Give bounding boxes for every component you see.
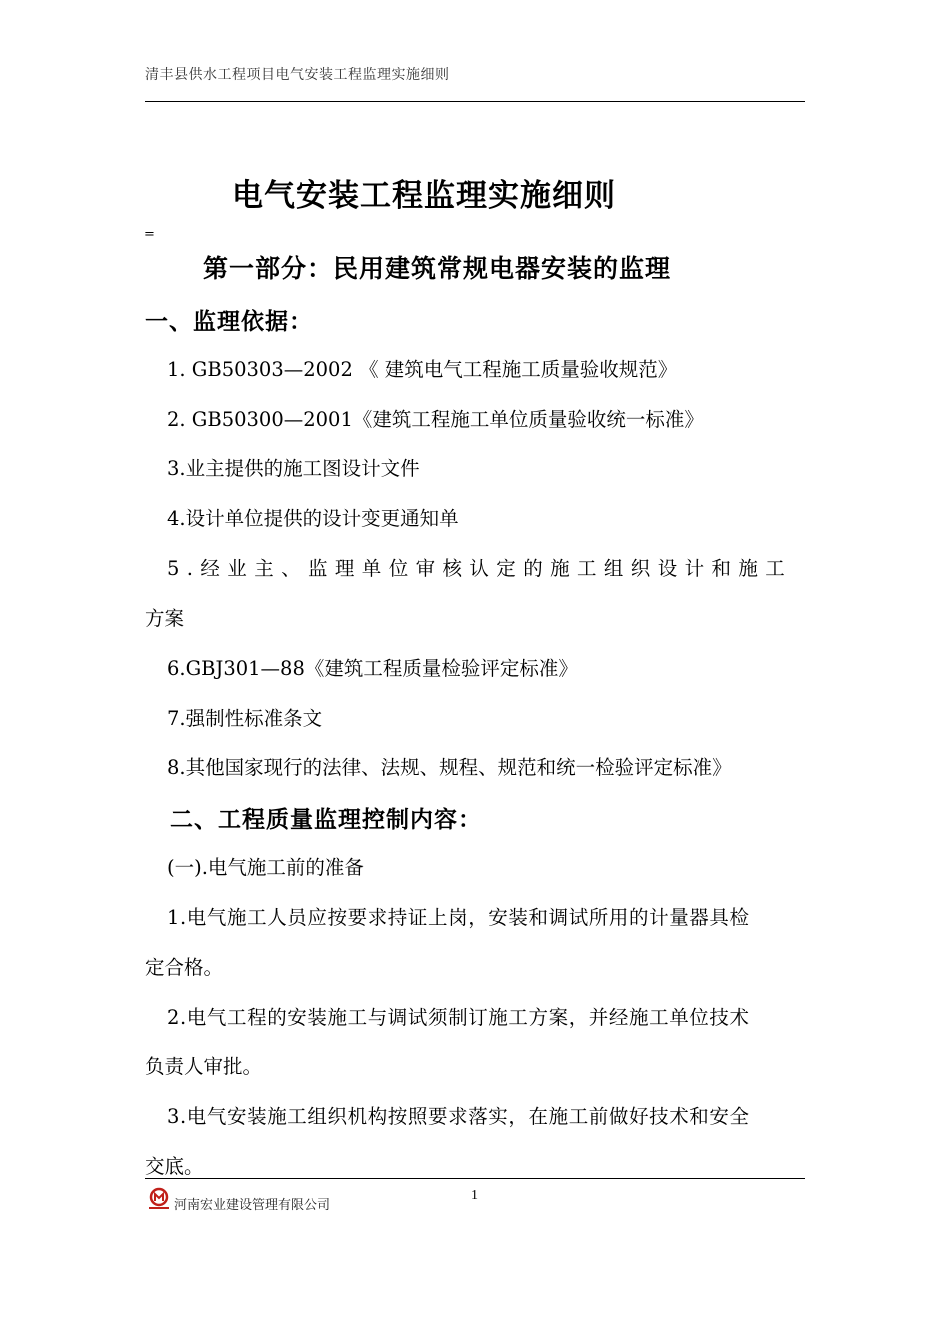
prep-item-1-cont: 定合格。 bbox=[145, 956, 224, 979]
prep-item-2: 2.电气工程的安装施工与调试须制订施工方案，并经施工单位技术 bbox=[167, 1006, 750, 1029]
basis-item-3: 3.业主提供的施工图设计文件 bbox=[167, 457, 420, 480]
basis-item-4: 4.设计单位提供的设计变更通知单 bbox=[167, 507, 459, 530]
prep-item-3: 3.电气安装施工组织机构按照要求落实，在施工前做好技术和安全 bbox=[167, 1105, 750, 1128]
section-heading-basis: 一、监理依据： bbox=[145, 309, 313, 335]
basis-item-5-cont: 方案 bbox=[145, 607, 185, 630]
page-number: 1 bbox=[471, 1188, 478, 1203]
basis-item-2: 2. GB50300—2001《建筑工程施工单位质量验收统一标准》 bbox=[167, 408, 704, 431]
footer-divider bbox=[145, 1178, 805, 1179]
basis-item-8: 8.其他国家现行的法律、法规、规程、规范和统一检验评定标准》 bbox=[167, 756, 732, 779]
basis-item-5: 5.经业主、监理单位审核认定的施工组织设计和施工 bbox=[167, 557, 793, 580]
prep-item-1: 1.电气施工人员应按要求持证上岗，安装和调试所用的计量器具检 bbox=[167, 906, 750, 929]
document-title: 电气安装工程监理实施细则 bbox=[232, 178, 616, 214]
part-title: 第一部分：民用建筑常规电器安装的监理 bbox=[203, 254, 672, 283]
stray-mark: = bbox=[144, 227, 155, 242]
subsection-heading: (一).电气施工前的准备 bbox=[167, 856, 364, 879]
section-heading-quality: 二、工程质量监理控制内容： bbox=[170, 807, 482, 833]
basis-item-7: 7.强制性标准条文 bbox=[167, 707, 323, 730]
footer-company-name: 河南宏业建设管理有限公司 bbox=[174, 1198, 331, 1213]
company-logo-icon bbox=[146, 1186, 172, 1212]
basis-item-1: 1. GB50303—2002 《 建筑电气工程施工质量验收规范》 bbox=[167, 358, 678, 381]
prep-item-2-cont: 负责人审批。 bbox=[145, 1055, 263, 1078]
header-divider bbox=[145, 101, 805, 102]
running-header: 清丰县供水工程项目电气安装工程监理实施细则 bbox=[145, 67, 450, 83]
basis-item-6: 6.GBJ301—88《建筑工程质量检验评定标准》 bbox=[167, 657, 578, 680]
prep-item-3-cont: 交底。 bbox=[145, 1155, 204, 1178]
